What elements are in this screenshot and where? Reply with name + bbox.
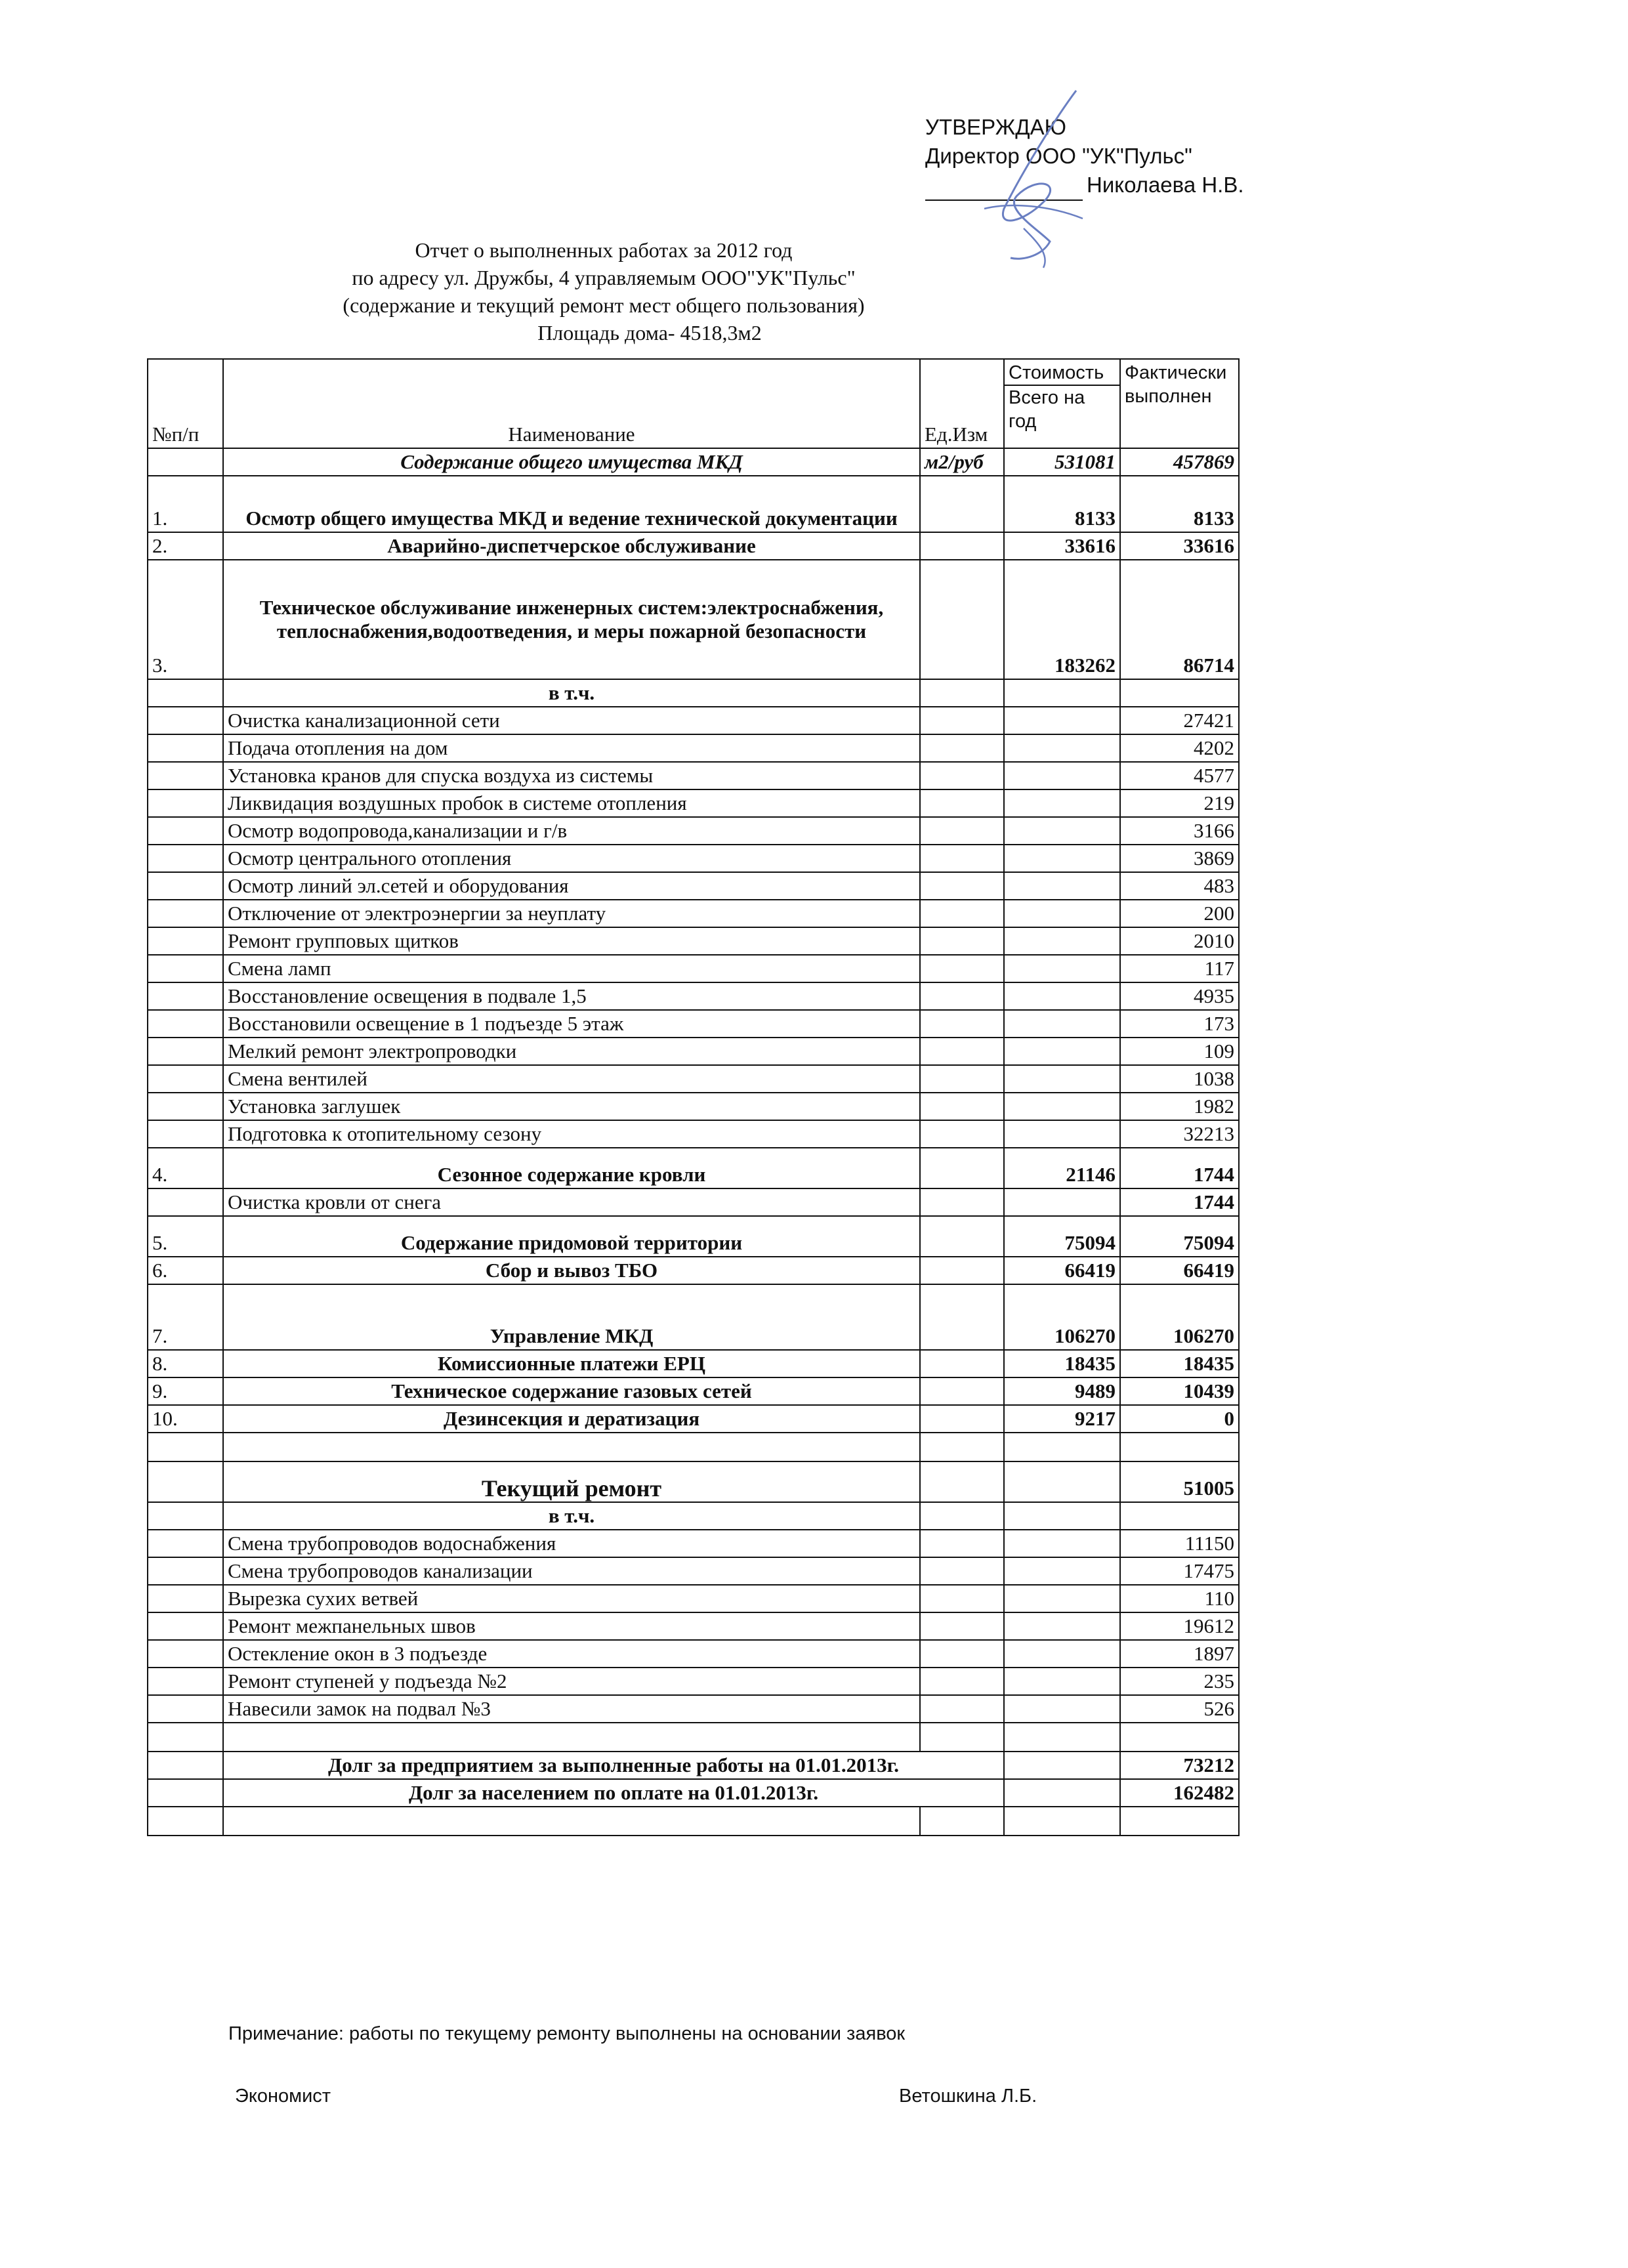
row-actual: 1744 bbox=[1120, 1148, 1239, 1188]
heading-line-3: (содержание и текущий ремонт мест общего пользования) bbox=[343, 293, 865, 317]
table-row bbox=[148, 476, 1239, 532]
row-actual: 106270 bbox=[1120, 1284, 1239, 1350]
signoff-name: Ветошкина Л.Б. bbox=[899, 2086, 1037, 2107]
row-name: Сбор и вывоз ТБО bbox=[223, 1257, 920, 1284]
header-year: Всего на год bbox=[1009, 387, 1085, 432]
row-actual: 8133 bbox=[1120, 476, 1239, 532]
table-row bbox=[148, 734, 1239, 762]
approval-position: Директор ООО "УК"Пульс" bbox=[925, 144, 1192, 168]
sub-actual: 109 bbox=[1120, 1038, 1239, 1065]
table-row bbox=[148, 1530, 1239, 1557]
header-name: Наименование bbox=[223, 359, 920, 448]
sub-name: Ликвидация воздушных пробок в системе отопления bbox=[223, 789, 920, 817]
sub-name: Осмотр водопровода,канализации и г/в bbox=[223, 817, 920, 845]
section-actual: 457869 bbox=[1120, 448, 1239, 476]
table-row bbox=[148, 1779, 1239, 1807]
row-name: Техническое обслуживание инженерных систем:электроснабжения, теплоснабжения,водоотведения, и меры пожарной безопасности bbox=[223, 560, 920, 679]
signoff-role: Экономист bbox=[235, 2086, 331, 2107]
sub-actual: 483 bbox=[1120, 872, 1239, 900]
sub-name: Очистка кровли от снега bbox=[223, 1188, 920, 1216]
sub-name: Подача отопления на дом bbox=[223, 734, 920, 762]
row-actual: 86714 bbox=[1120, 560, 1239, 679]
table-row bbox=[148, 1433, 1239, 1461]
row-name: Содержание придомовой территории bbox=[223, 1216, 920, 1257]
table-row bbox=[148, 679, 1239, 707]
note-text: Примечание: работы по текущему ремонту выполнены на основании заявок bbox=[228, 2023, 906, 2044]
row-year: 66419 bbox=[1004, 1257, 1120, 1284]
repair-actual: 235 bbox=[1120, 1668, 1239, 1695]
table-row bbox=[148, 1405, 1239, 1433]
repair-name: Ремонт ступеней у подъезда №2 bbox=[223, 1668, 920, 1695]
table-row bbox=[148, 1752, 1239, 1779]
section-title: Содержание общего имущества МКД bbox=[223, 448, 920, 476]
row-year: 75094 bbox=[1004, 1216, 1120, 1257]
repair-name: Смена трубопроводов водоснабжения bbox=[223, 1530, 920, 1557]
row-year: 18435 bbox=[1004, 1350, 1120, 1377]
table-row bbox=[148, 1723, 1239, 1752]
table-header-row bbox=[148, 359, 1239, 448]
row-name: Комиссионные платежи ЕРЦ bbox=[223, 1350, 920, 1377]
report-table bbox=[147, 358, 1240, 1836]
sub-actual: 3869 bbox=[1120, 845, 1239, 872]
repair-actual: 17475 bbox=[1120, 1557, 1239, 1585]
table-row bbox=[148, 448, 1239, 476]
row-num: 8. bbox=[148, 1350, 223, 1377]
repair-name: Навесили замок на подвал №3 bbox=[223, 1695, 920, 1723]
heading-line-2: по адресу ул. Дружбы, 4 управляемым ООО"УК"Пульс" bbox=[352, 266, 856, 289]
repair-name: Смена трубопроводов канализации bbox=[223, 1557, 920, 1585]
header-cost-group: Стоимость bbox=[1005, 361, 1119, 386]
table-row bbox=[148, 1502, 1239, 1530]
table-row bbox=[148, 1120, 1239, 1148]
table-row bbox=[148, 1557, 1239, 1585]
repair-actual: 110 bbox=[1120, 1585, 1239, 1612]
row-actual: 33616 bbox=[1120, 532, 1239, 560]
row-actual: 0 bbox=[1120, 1405, 1239, 1433]
row-name: Аварийно-диспетчерское обслуживание bbox=[223, 532, 920, 560]
incl-label: в т.ч. bbox=[223, 1502, 920, 1530]
row-actual: 75094 bbox=[1120, 1216, 1239, 1257]
debt-residents-label: Долг за населением по оплате на 01.01.2013г. bbox=[223, 1779, 1004, 1807]
repair-actual: 11150 bbox=[1120, 1530, 1239, 1557]
approval-title: УТВЕРЖДАЮ bbox=[925, 115, 1066, 139]
heading-line-1: Отчет о выполненных работах за 2012 год bbox=[415, 238, 793, 262]
repair-name: Ремонт межпанельных швов bbox=[223, 1612, 920, 1640]
table-row bbox=[148, 789, 1239, 817]
row-year: 9217 bbox=[1004, 1405, 1120, 1433]
table-row bbox=[148, 1093, 1239, 1120]
debt-residents-value: 162482 bbox=[1120, 1779, 1239, 1807]
sub-name: Осмотр линий эл.сетей и оборудования bbox=[223, 872, 920, 900]
sub-actual: 200 bbox=[1120, 900, 1239, 927]
row-num: 2. bbox=[148, 532, 223, 560]
row-name: Дезинсекция и дератизация bbox=[223, 1405, 920, 1433]
table-row bbox=[148, 1668, 1239, 1695]
row-num: 10. bbox=[148, 1405, 223, 1433]
table-row bbox=[148, 1065, 1239, 1093]
sub-name: Отключение от электроэнергии за неуплату bbox=[223, 900, 920, 927]
table-row bbox=[148, 560, 1239, 679]
header-actual: Фактически выполнен bbox=[1120, 359, 1239, 448]
row-year: 106270 bbox=[1004, 1284, 1120, 1350]
table-row bbox=[148, 1038, 1239, 1065]
handwritten-signature bbox=[945, 77, 1116, 274]
sub-actual: 32213 bbox=[1120, 1120, 1239, 1148]
sub-actual: 4577 bbox=[1120, 762, 1239, 789]
row-name: Управление МКД bbox=[223, 1284, 920, 1350]
repair-name: Вырезка сухих ветвей bbox=[223, 1585, 920, 1612]
incl-label: в т.ч. bbox=[223, 679, 920, 707]
sub-name: Осмотр центрального отопления bbox=[223, 845, 920, 872]
table-row bbox=[148, 1640, 1239, 1668]
sub-name: Смена вентилей bbox=[223, 1065, 920, 1093]
row-actual: 66419 bbox=[1120, 1257, 1239, 1284]
table-row bbox=[148, 817, 1239, 845]
repair-actual: 526 bbox=[1120, 1695, 1239, 1723]
debt-company-label: Долг за предприятием за выполненные работы на 01.01.2013г. bbox=[223, 1752, 1004, 1779]
table-row bbox=[148, 1807, 1239, 1836]
row-num: 6. bbox=[148, 1257, 223, 1284]
section-year: 531081 bbox=[1004, 448, 1120, 476]
sub-actual: 4202 bbox=[1120, 734, 1239, 762]
table-row bbox=[148, 707, 1239, 734]
approval-name: Николаева Н.В. bbox=[1087, 173, 1244, 197]
sub-actual: 27421 bbox=[1120, 707, 1239, 734]
table-row bbox=[148, 900, 1239, 927]
header-unit: Ед.Изм bbox=[920, 359, 1004, 448]
row-year: 8133 bbox=[1004, 476, 1120, 532]
row-actual: 18435 bbox=[1120, 1350, 1239, 1377]
table-row bbox=[148, 1148, 1239, 1188]
row-name: Осмотр общего имущества МКД и ведение технической документации bbox=[223, 476, 920, 532]
table-row bbox=[148, 1010, 1239, 1038]
header-year-cell bbox=[1004, 359, 1120, 448]
repair-actual: 19612 bbox=[1120, 1612, 1239, 1640]
sub-name: Смена ламп bbox=[223, 955, 920, 982]
table-row bbox=[148, 762, 1239, 789]
header-num: №п/п bbox=[148, 359, 223, 448]
table-row bbox=[148, 927, 1239, 955]
row-num: 4. bbox=[148, 1148, 223, 1188]
current-repair-actual: 51005 bbox=[1120, 1461, 1239, 1502]
sub-actual: 1982 bbox=[1120, 1093, 1239, 1120]
repair-actual: 1897 bbox=[1120, 1640, 1239, 1668]
table-row bbox=[148, 1377, 1239, 1405]
table-row bbox=[148, 1350, 1239, 1377]
debt-company-value: 73212 bbox=[1120, 1752, 1239, 1779]
table-row bbox=[148, 982, 1239, 1010]
table-row bbox=[148, 872, 1239, 900]
row-num: 5. bbox=[148, 1216, 223, 1257]
subitems-group bbox=[148, 707, 1239, 1148]
row-year: 183262 bbox=[1004, 560, 1120, 679]
sub-name: Очистка канализационной сети bbox=[223, 707, 920, 734]
sub-name: Восстановление освещения в подвале 1,5 bbox=[223, 982, 920, 1010]
sub-actual: 173 bbox=[1120, 1010, 1239, 1038]
table-row bbox=[148, 1461, 1239, 1502]
table-row bbox=[148, 532, 1239, 560]
row-name: Сезонное содержание кровли bbox=[223, 1148, 920, 1188]
table-row bbox=[148, 845, 1239, 872]
sub-actual: 2010 bbox=[1120, 927, 1239, 955]
section-unit: м2/руб bbox=[920, 448, 1004, 476]
sub-actual: 1038 bbox=[1120, 1065, 1239, 1093]
row-year: 33616 bbox=[1004, 532, 1120, 560]
row-num: 9. bbox=[148, 1377, 223, 1405]
table-row bbox=[148, 1695, 1239, 1723]
sub-name: Установка кранов для спуска воздуха из системы bbox=[223, 762, 920, 789]
table-row bbox=[148, 1188, 1239, 1216]
sub-name: Установка заглушек bbox=[223, 1093, 920, 1120]
sub-actual: 4935 bbox=[1120, 982, 1239, 1010]
row-actual: 10439 bbox=[1120, 1377, 1239, 1405]
report-heading bbox=[276, 236, 932, 346]
table-row bbox=[148, 1612, 1239, 1640]
row-year: 9489 bbox=[1004, 1377, 1120, 1405]
table-row bbox=[148, 955, 1239, 982]
table-row bbox=[148, 1585, 1239, 1612]
row-num: 7. bbox=[148, 1284, 223, 1350]
sub-actual: 117 bbox=[1120, 955, 1239, 982]
row-num: 3. bbox=[148, 560, 223, 679]
sub-actual: 3166 bbox=[1120, 817, 1239, 845]
repair-name: Остекление окон в 3 подъезде bbox=[223, 1640, 920, 1668]
sub-name: Подготовка к отопительному сезону bbox=[223, 1120, 920, 1148]
table-row bbox=[148, 1216, 1239, 1257]
row-year: 21146 bbox=[1004, 1148, 1120, 1188]
heading-area: Площадь дома- 4518,3м2 bbox=[537, 321, 762, 345]
sub-actual: 1744 bbox=[1120, 1188, 1239, 1216]
sub-name: Мелкий ремонт электропроводки bbox=[223, 1038, 920, 1065]
table-row bbox=[148, 1257, 1239, 1284]
current-repair-title: Текущий ремонт bbox=[223, 1461, 920, 1502]
row-name: Техническое содержание газовых сетей bbox=[223, 1377, 920, 1405]
sub-name: Ремонт групповых щитков bbox=[223, 927, 920, 955]
sub-actual: 219 bbox=[1120, 789, 1239, 817]
sub-name: Восстановили освещение в 1 подъезде 5 этаж bbox=[223, 1010, 920, 1038]
table-row bbox=[148, 1284, 1239, 1350]
row-num: 1. bbox=[148, 476, 223, 532]
repairs-group bbox=[148, 1530, 1239, 1723]
